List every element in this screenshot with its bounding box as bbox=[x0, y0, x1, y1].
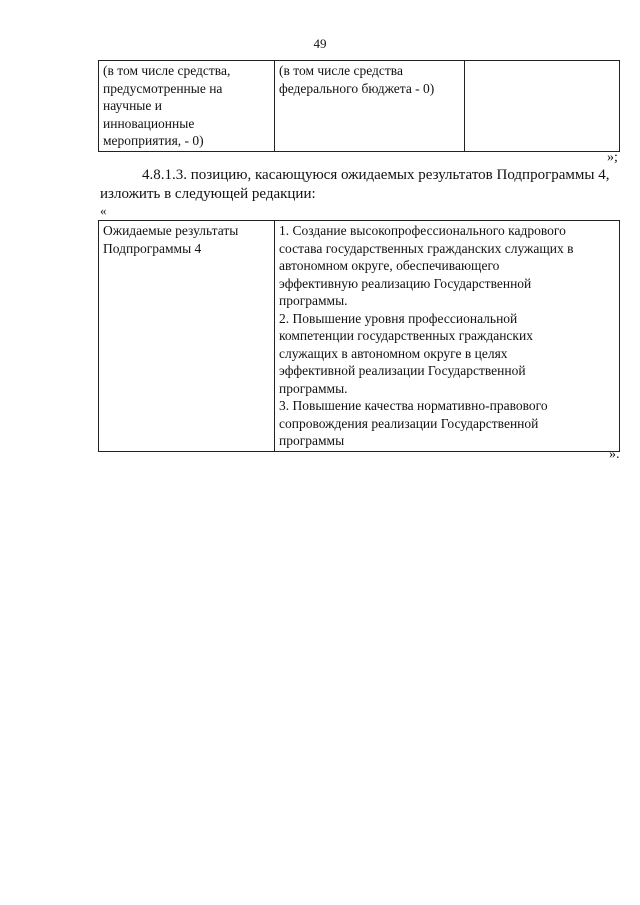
cell-text-line: предусмотренные на bbox=[103, 80, 223, 96]
cell-text-line: федерального бюджета - 0) bbox=[279, 80, 435, 96]
cell-text-line: 2. Повышение уровня профессиональной bbox=[279, 310, 518, 326]
cell-text-line: состава государственных гражданских служащих в bbox=[279, 240, 574, 256]
closing-quote-mark: ». bbox=[609, 447, 620, 462]
expected-results-table bbox=[98, 220, 620, 452]
funding-cell-empty bbox=[465, 61, 620, 152]
paragraph-line: изложить в следующей редакции: bbox=[100, 186, 316, 202]
paragraph-line: 4.8.1.3. позицию, касающуюся ожидаемых результатов Подпрограммы 4, bbox=[142, 167, 610, 183]
cell-text-line: 1. Создание высокопрофессионального кадрового bbox=[279, 223, 566, 238]
table-row bbox=[99, 221, 620, 452]
funding-table bbox=[98, 60, 620, 152]
cell-text-line: программы. bbox=[279, 380, 348, 396]
cell-text-line: компетенции государственных гражданских bbox=[279, 328, 533, 343]
cell-text-line: (в том числе средства bbox=[279, 63, 403, 78]
cell-text-line: служащих в автономном округе в целях bbox=[279, 345, 508, 361]
cell-text-line: мероприятия, - 0) bbox=[103, 133, 204, 148]
closing-quote-mark: »; bbox=[607, 150, 618, 165]
cell-text-line: эффективную реализацию Государственной bbox=[279, 275, 532, 291]
table-row bbox=[99, 61, 620, 152]
cell-text-line: сопровождения реализации Государственной bbox=[279, 415, 539, 431]
amendment-paragraph bbox=[100, 166, 620, 204]
cell-text-line: автономном округе, обеспечивающего bbox=[279, 258, 500, 273]
cell-text-line: Ожидаемые результаты bbox=[103, 223, 239, 238]
cell-text-line: Подпрограммы 4 bbox=[103, 240, 202, 256]
cell-text-line: программы. bbox=[279, 293, 348, 308]
results-label-cell bbox=[99, 221, 275, 452]
opening-quote-mark: « bbox=[100, 203, 107, 218]
cell-text-line: инновационные bbox=[103, 115, 195, 131]
funding-cell-federal bbox=[275, 61, 465, 152]
page-number: 49 bbox=[313, 36, 327, 51]
cell-text-line: эффективной реализации Государственной bbox=[279, 363, 526, 378]
cell-text-line: научные и bbox=[103, 98, 162, 113]
results-content-cell bbox=[275, 221, 620, 452]
funding-cell-scientific bbox=[99, 61, 275, 152]
cell-text-line: программы bbox=[279, 433, 345, 448]
cell-text-line: (в том числе средства, bbox=[103, 63, 231, 78]
cell-text-line: 3. Повышение качества нормативно-правового bbox=[279, 398, 548, 413]
